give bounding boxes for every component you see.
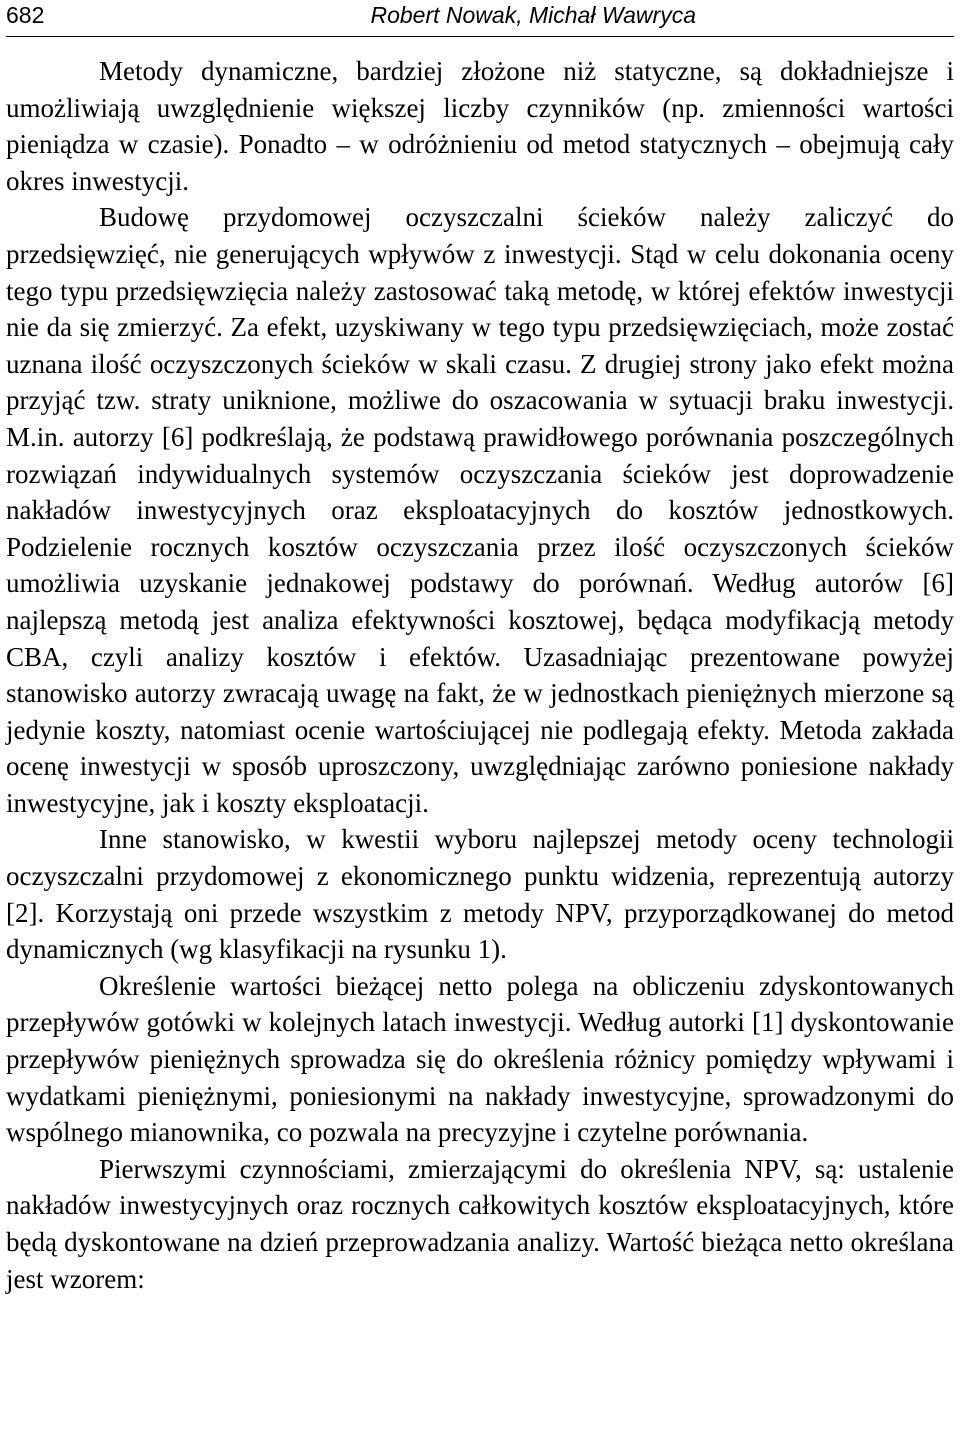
paragraph-treatment-plant-evaluation: Budowę przydomowej oczyszczalni ścieków należy zaliczyć do przedsięwzięć, nie generujących wpływów z inwestycji. Stąd w celu dokonania oceny tego typu przedsięwzięcia należy zastosować taką metodę, w której efektów inwestycji nie da się zmierzyć. Za efekt, uzyskiwany w tego typu przedsięwzięciach, może zostać uznana ilość oczyszczonych ścieków w skali czasu. Z drugiej strony jako efekt można przyjąć tzw. straty uniknione, możliwe do oszacowania w sytuacji braku inwestycji. M.in. autorzy [6] podkreślają, że podstawą prawidłowego porównania poszczególnych rozwiązań indywidualnych systemów oczyszczania ścieków jest doprowadzenie nakładów inwestycyjnych oraz eksploatacyjnych do kosztów jednostkowych. Podzielenie rocznych kosztów oczyszczania przez ilość oczyszczonych ścieków umożliwia uzyskanie jednakowej podstawy do porównań. Według autorów [6] najlepszą metodą jest analiza efektywności kosztowej, będąca modyfikacją metody CBA, czyli analizy kosztów i efektów. Uzasadniając prezentowane powyżej stanowisko autorzy zwracają uwagę na fakt, że w jednostkach pieniężnych mierzone są jedynie koszty, natomiast ocenie wartościującej nie podlegają efekty. Metoda zakłada ocenę inwestycji w sposób uproszczony, uwzględniając zarówno poniesione nakłady inwestycyjne, jak i koszty eksploatacji. [6, 202, 954, 818]
body-text [6, 53, 954, 1297]
page-number: 682 [6, 2, 45, 28]
paragraph-net-present-value: Określenie wartości bieżącej netto polega na obliczeniu zdyskontowanych przepływów gotówki w kolejnych latach inwestycji. Według autorki [1] dyskontowanie przepływów pieniężnych sprowadza się do określenia różnicy pomiędzy wpływami i wydatkami pieniężnymi, poniesionymi na nakłady inwestycyjne, sprowadzonymi do wspólnego mianownika, co pozwala na precyzyjne i czytelne porównania. [6, 970, 954, 1148]
paragraph-npv-first-steps: Pierwszymi czynnościami, zmierzającymi do określenia NPV, są: ustalenie nakładów inwestycyjnych oraz rocznych całkowitych kosztów eksploatacyjnych, które będą dyskontowane na dzień przeprowadzania analizy. Wartość bieżąca netto określana jest wzorem: [6, 1153, 954, 1294]
paragraph-dynamic-methods: Metody dynamiczne, bardziej złożone niż statyczne, są dokładniejsze i umożliwiają uwzględnienie większej liczby czynników (np. zmienności wartości pieniądza w czasie). Ponadto – w odróżnieniu od metod statycznych – obejmują cały okres inwestycji. [6, 56, 954, 196]
running-header-authors: Robert Nowak, Michał Wawryca [370, 2, 696, 28]
paragraph-npv-method: Inne stanowisko, w kwestii wyboru najlepszej metody oceny technologii oczyszczalni przydomowej z ekonomicznego punktu widzenia, reprezentują autorzy [2]. Korzystają oni przede wszystkim z metody NPV, przyporządkowanej do metod dynamicznych (wg klasyfikacji na rysunku 1). [6, 824, 954, 965]
running-header [6, 0, 954, 37]
